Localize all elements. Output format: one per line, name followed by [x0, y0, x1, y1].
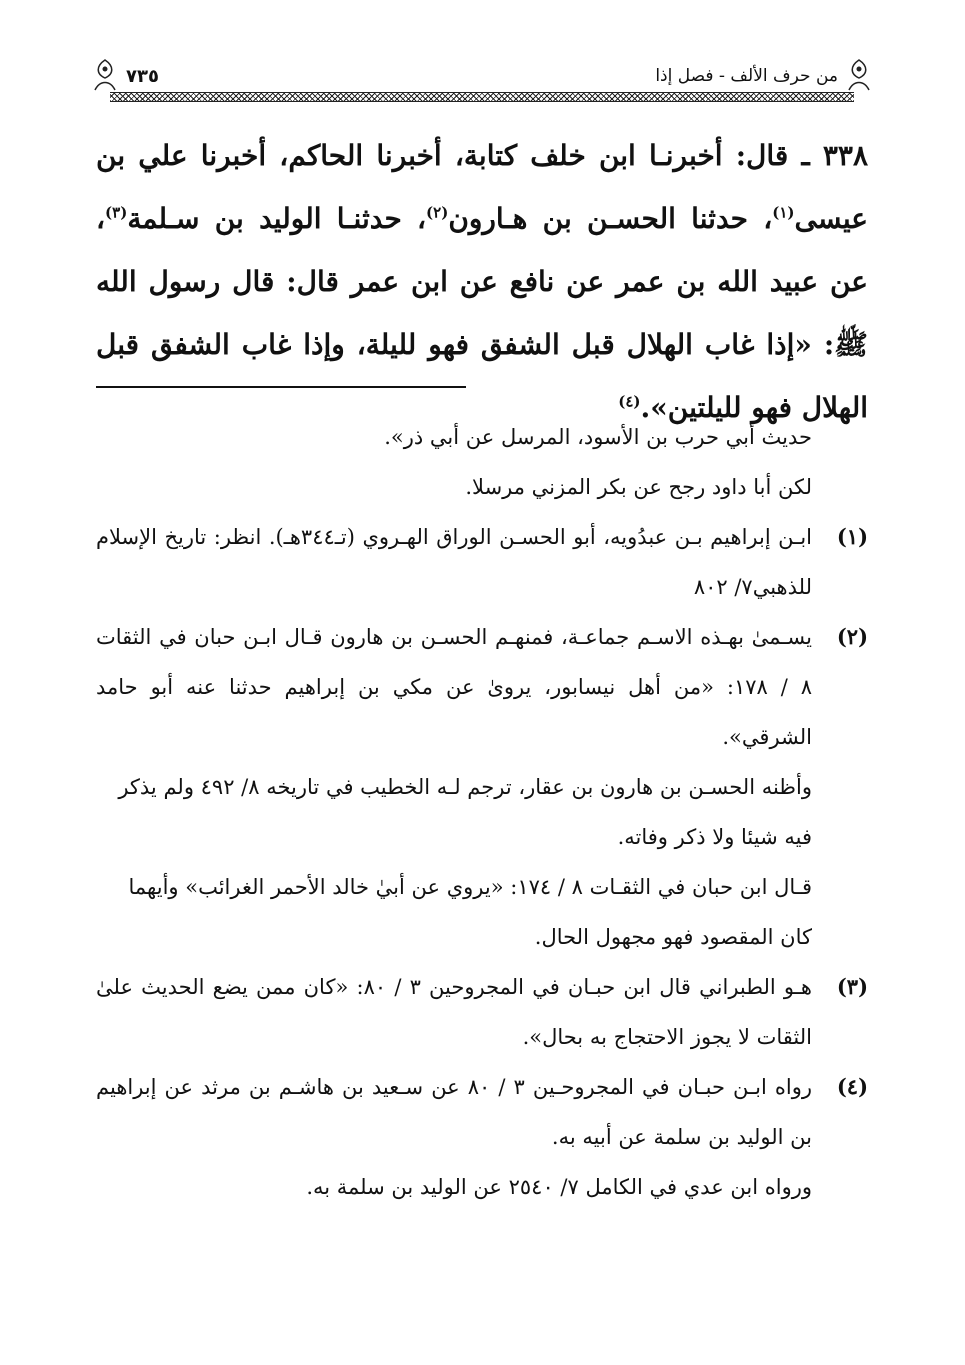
text-run: ٣٣٨ ـ قال: أخبرنـا ابن خلف كتابة، أخبرنا الحاكم، أخبرنا علي بن عيسى [96, 139, 868, 235]
running-title: من حرف الألف - فصل إذا [655, 66, 838, 86]
ornament-icon [846, 58, 872, 92]
footnote-ref[interactable]: (١) [772, 203, 795, 222]
text-run: ، عن عبيد الله بن عمر عن نافع عن ابن عمر قال: قال رسول الله ﷺ: «إذا غاب الهلال قبل الشفق فهو لليلة، وإذا غاب الشفق قبل الهلال فهو لليلتين». [96, 202, 868, 424]
footnote-continuation: قـال ابن حبان في الثقـات ٨ / ١٧٤: «يروي عن أبيٰ خالد الأحمر الغرائب» وأيهما كان المقصود فهو مجهول الحال. [128, 875, 812, 949]
text-run: ، حدثنـا الوليد بن سـلمة [127, 202, 427, 235]
page-number: ٧٣٥ [126, 66, 159, 87]
footnote-continuation: وأظنه الحسـن بن هارون بن عقار، ترجم لـه الخطيب في تاريخه ٨/ ٤٩٢ ولم يذكر فيه شيئا ولا ذكر وفاته. [118, 775, 812, 849]
hadith-paragraph [96, 124, 868, 439]
footnote-number: (١) [836, 524, 868, 549]
footnote-item [96, 1062, 868, 1162]
footnote-continuation: لكن أبا داود رجح عن بكر المزني مرسلا. [465, 475, 812, 499]
footnote-item [96, 512, 868, 612]
footnote-continuation: حديث أبي حرب بن الأسود، المرسل عن أبي ذر». [384, 425, 812, 449]
footnote-number: (٤) [836, 1074, 868, 1099]
footnote-text: ابـن إبراهيم بـن عبدُويه، أبو الحسـن الوراق الهـروي (تـ٣٤٤هـ). انظر: تاريخ الإسلام للذهبي٧/ ٨٠٢ [96, 525, 812, 599]
footnote-item [96, 612, 868, 762]
footnote-ref[interactable]: (٢) [426, 203, 449, 222]
footnote-text: رواه ابـن حبـان في المجروحـين ٣ / ٨٠ عن سـعيد بن هاشـم بن مرثد عن إبراهيم بن الوليد بن سلمة عن أبيه به. [96, 1075, 812, 1149]
header-rule [110, 92, 854, 102]
footnote-continuation: ورواه ابن عدي في الكامل ٧/ ٢٥٤٠ عن الوليد بن سلمة به. [306, 1175, 812, 1199]
footnote-item [96, 962, 868, 1062]
ornament-icon [92, 58, 118, 92]
main-text [96, 124, 868, 439]
footnotes [96, 412, 868, 1212]
footnote-ref[interactable]: (٤) [618, 392, 641, 411]
footnote-number: (٢) [836, 624, 868, 649]
footnote-ref[interactable]: (٣) [105, 203, 128, 222]
footnote-number: (٣) [836, 974, 868, 999]
footnote-text: يسـمىٰ بهـذه الاسـم جماعـة، فمنهـم الحسـن بن هارون قـال ابـن حبان في الثقات ٨ / ١٧٨: «من أهل نيسابور، يرویٰ عن مكي بن إبراهيم حدثنا عنه أبو حامد الشرقي». [96, 625, 812, 749]
footnote-text: هـو الطبراني قال ابن حبـان في المجروحين ٣ / ٨٠: «كان ممن يضع الحديث علىٰ الثقات لا يجوز الاحتجاج به بحال». [96, 975, 812, 1049]
page-header [92, 56, 872, 100]
footnote-divider [96, 386, 466, 388]
text-run: ، حدثنا الحسـن بن هـارون [448, 202, 773, 235]
